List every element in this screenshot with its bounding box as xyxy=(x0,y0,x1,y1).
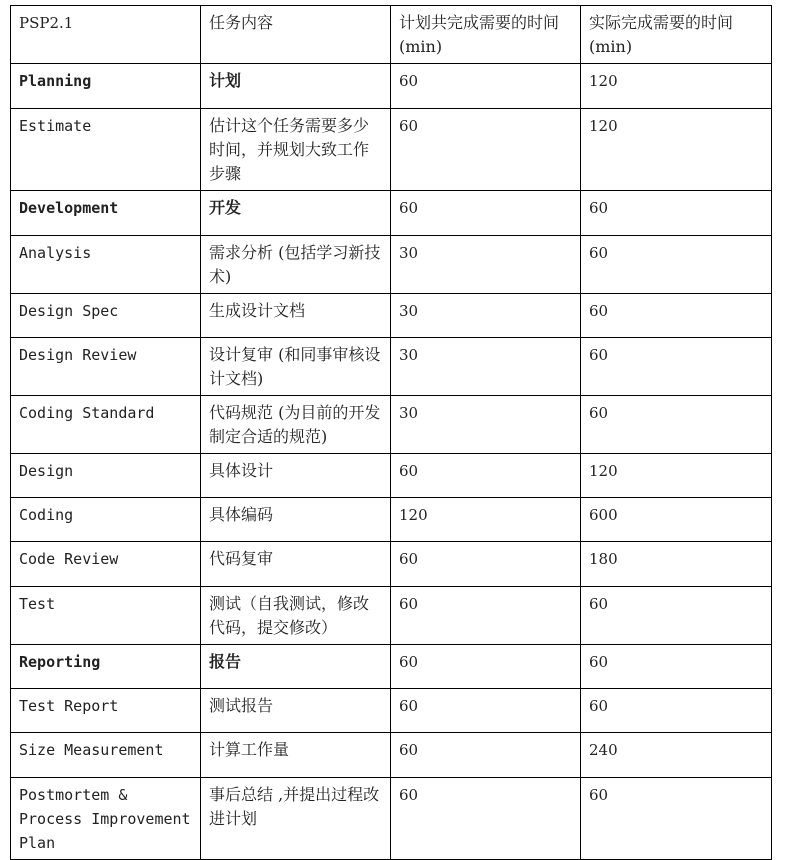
table-row xyxy=(11,64,772,109)
header-planned-time: 计划共完成需要的时间(min) xyxy=(391,6,581,64)
psp-stage: Analysis xyxy=(11,236,201,294)
table-row xyxy=(11,338,772,396)
actual-minutes: 120 xyxy=(581,64,772,109)
planned-minutes: 60 xyxy=(391,733,581,778)
task-description: 测试报告 xyxy=(201,689,391,733)
actual-minutes: 60 xyxy=(581,236,772,294)
planned-minutes: 30 xyxy=(391,396,581,454)
task-description: 计划 xyxy=(201,64,391,109)
actual-minutes: 600 xyxy=(581,498,772,542)
actual-minutes: 60 xyxy=(581,294,772,338)
psp-stage: Design Review xyxy=(11,338,201,396)
task-description: 代码规范 (为目前的开发制定合适的规范) xyxy=(201,396,391,454)
task-description: 估计这个任务需要多少时间，并规划大致工作步骤 xyxy=(201,109,391,191)
planned-minutes: 120 xyxy=(391,498,581,542)
planned-minutes: 60 xyxy=(391,778,581,860)
planned-minutes: 30 xyxy=(391,338,581,396)
planned-minutes: 60 xyxy=(391,191,581,236)
psp-stage: Reporting xyxy=(11,645,201,689)
actual-minutes: 60 xyxy=(581,396,772,454)
planned-minutes: 60 xyxy=(391,64,581,109)
planned-minutes: 60 xyxy=(391,587,581,645)
planned-minutes: 60 xyxy=(391,645,581,689)
psp-stage: Development xyxy=(11,191,201,236)
task-description: 报告 xyxy=(201,645,391,689)
header-task: 任务内容 xyxy=(201,6,391,64)
task-description: 具体编码 xyxy=(201,498,391,542)
planned-minutes: 30 xyxy=(391,294,581,338)
psp-stage: Test xyxy=(11,587,201,645)
table-row xyxy=(11,498,772,542)
psp-stage: Postmortem & Process Improvement Plan xyxy=(11,778,201,860)
psp-stage: Coding xyxy=(11,498,201,542)
psp-time-table xyxy=(10,5,772,860)
task-description: 设计复审 (和同事审核设计文档) xyxy=(201,338,391,396)
planned-minutes: 60 xyxy=(391,689,581,733)
table-row xyxy=(11,236,772,294)
actual-minutes: 60 xyxy=(581,689,772,733)
task-description: 计算工作量 xyxy=(201,733,391,778)
actual-minutes: 120 xyxy=(581,454,772,498)
table-row xyxy=(11,587,772,645)
psp-stage: Test Report xyxy=(11,689,201,733)
planned-minutes: 30 xyxy=(391,236,581,294)
table-header-row xyxy=(11,6,772,64)
psp-stage: Code Review xyxy=(11,542,201,587)
task-description: 测试（自我测试，修改代码，提交修改） xyxy=(201,587,391,645)
task-description: 事后总结 ,并提出过程改进计划 xyxy=(201,778,391,860)
actual-minutes: 120 xyxy=(581,109,772,191)
table-row xyxy=(11,733,772,778)
table-row xyxy=(11,778,772,860)
task-description: 需求分析 (包括学习新技术) xyxy=(201,236,391,294)
psp-stage: Coding Standard xyxy=(11,396,201,454)
actual-minutes: 240 xyxy=(581,733,772,778)
psp-stage: Estimate xyxy=(11,109,201,191)
planned-minutes: 60 xyxy=(391,542,581,587)
psp-stage: Design Spec xyxy=(11,294,201,338)
header-actual-time: 实际完成需要的时间(min) xyxy=(581,6,772,64)
actual-minutes: 60 xyxy=(581,778,772,860)
task-description: 生成设计文档 xyxy=(201,294,391,338)
actual-minutes: 180 xyxy=(581,542,772,587)
table-row xyxy=(11,396,772,454)
actual-minutes: 60 xyxy=(581,645,772,689)
actual-minutes: 60 xyxy=(581,338,772,396)
header-psp: PSP2.1 xyxy=(11,6,201,64)
table-row xyxy=(11,191,772,236)
table-row xyxy=(11,645,772,689)
table-row xyxy=(11,454,772,498)
task-description: 具体设计 xyxy=(201,454,391,498)
planned-minutes: 60 xyxy=(391,454,581,498)
actual-minutes: 60 xyxy=(581,191,772,236)
psp-stage: Size Measurement xyxy=(11,733,201,778)
table-row xyxy=(11,542,772,587)
table-row xyxy=(11,294,772,338)
table-row xyxy=(11,689,772,733)
task-description: 代码复审 xyxy=(201,542,391,587)
psp-stage: Design xyxy=(11,454,201,498)
actual-minutes: 60 xyxy=(581,587,772,645)
task-description: 开发 xyxy=(201,191,391,236)
psp-stage: Planning xyxy=(11,64,201,109)
planned-minutes: 60 xyxy=(391,109,581,191)
table-row xyxy=(11,109,772,191)
